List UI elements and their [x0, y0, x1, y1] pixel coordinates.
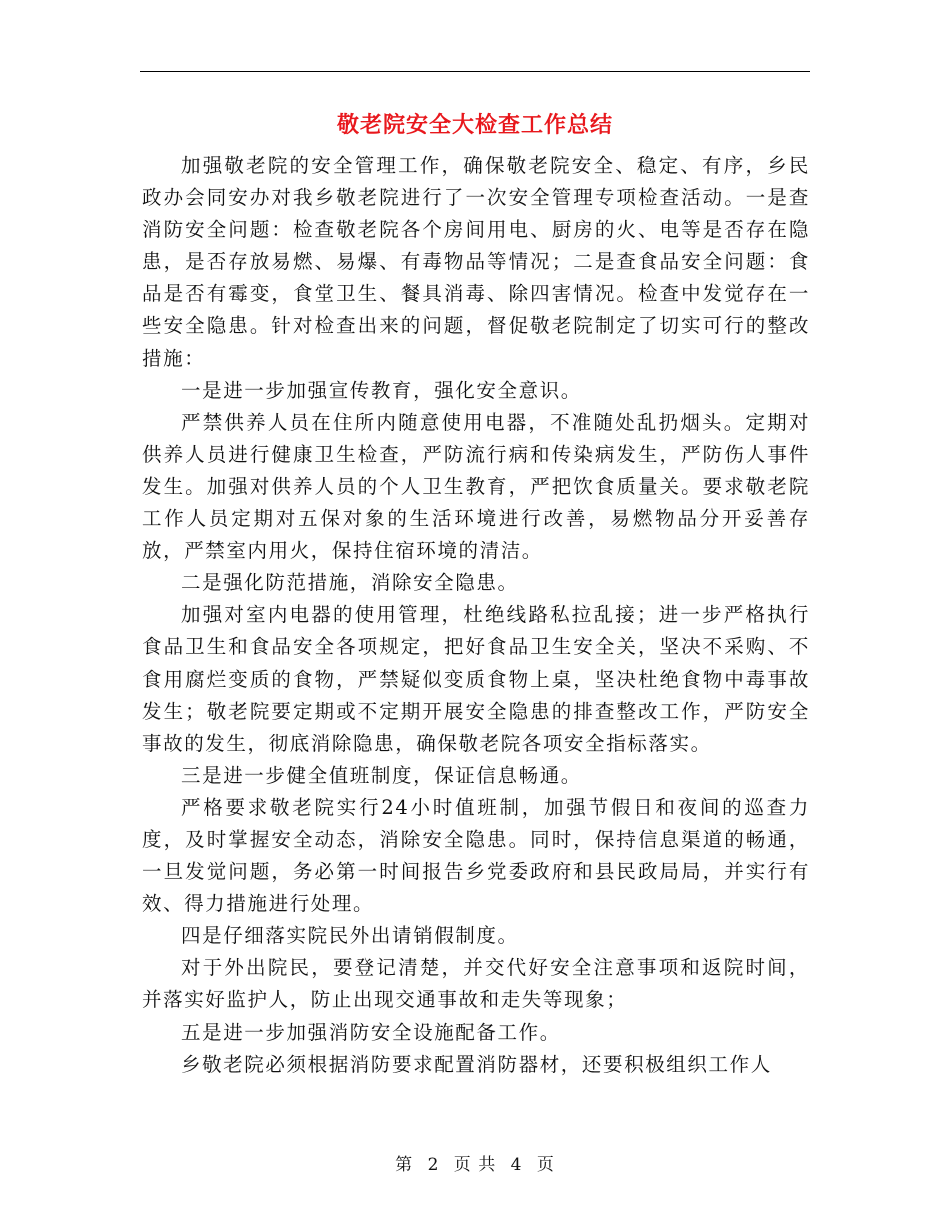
body-paragraph: 加强敬老院的安全管理工作，确保敬老院安全、稳定、有序，乡民政办会同安办对我乡敬老院进行了一次安全管理专项检查活动。一是查消防安全问题：检查敬老院各个房间用电、厨房的火、电等是否存在隐患，是否存放易燃、易爆、有毒物品等情况；二是查食品安全问题：食品是否有霉变，食堂卫生、餐具消毒、除四害情况。检查中发觉存在一些安全隐患。针对检查出来的问题，督促敬老院制定了切实可行的整改措施： [142, 154, 810, 370]
document-title: 敬老院安全大检查工作总结 [336, 112, 613, 138]
document-body [142, 150, 810, 1081]
section-heading: 一是进一步加强宣传教育，强化安全意识。 [181, 378, 582, 402]
section-heading: 三是进一步健全值班制度，保证信息畅通。 [181, 763, 582, 787]
section-heading: 五是进一步加强消防安全设施配备工作。 [181, 1020, 561, 1044]
total-pages-number: 4 [510, 1155, 523, 1175]
page-footer [0, 1153, 950, 1177]
section-heading: 四是仔细落实院民外出请销假制度。 [181, 924, 519, 948]
section-heading: 二是强化防范措施，消除安全隐患。 [181, 571, 519, 595]
body-paragraph: 严禁供养人员在住所内随意使用电器，不准随处乱扔烟头。定期对供养人员进行健康卫生检查，严防流行病和传染病发生，严防伤人事件发生。加强对供养人员的个人卫生教育，严把饮食质量关。要求敬老院工作人员定期对五保对象的生活环境进行改善，易燃物品分开妥善存放，严禁室内用火，保持住宿环境的清洁。 [142, 410, 810, 563]
body-paragraph: 乡敬老院必须根据消防要求配置消防器材，还要积极组织工作人 [181, 1052, 772, 1076]
footer-prefix: 第 [395, 1155, 414, 1175]
body-paragraph: 加强对室内电器的使用管理，杜绝线路私拉乱接；进一步严格执行食品卫生和食品安全各项规定，把好食品卫生安全关，坚决不采购、不食用腐烂变质的食物，严禁疑似变质食物上桌，坚决杜绝食物中毒事故发生；敬老院要定期或不定期开展安全隐患的排查整改工作，严防安全事故的发生，彻底消除隐患，确保敬老院各项安全指标落实。 [142, 603, 810, 755]
header-rule [140, 71, 810, 72]
footer-suffix: 页 [536, 1155, 555, 1175]
body-paragraph: 严格要求敬老院实行24小时值班制，加强节假日和夜间的巡查力度，及时掌握安全动态，消除安全隐患。同时，保持信息渠道的畅通，一旦发觉问题，务必第一时间报告乡党委政府和县民政局局，并实行有效、得力措施进行处理。 [142, 795, 810, 916]
body-paragraph: 对于外出院民，要登记清楚，并交代好安全注意事项和返院时间，并落实好监护人，防止出现交通事故和走失等现象； [142, 956, 810, 1012]
current-page-number: 2 [427, 1155, 440, 1175]
footer-middle: 页 共 [453, 1155, 497, 1175]
